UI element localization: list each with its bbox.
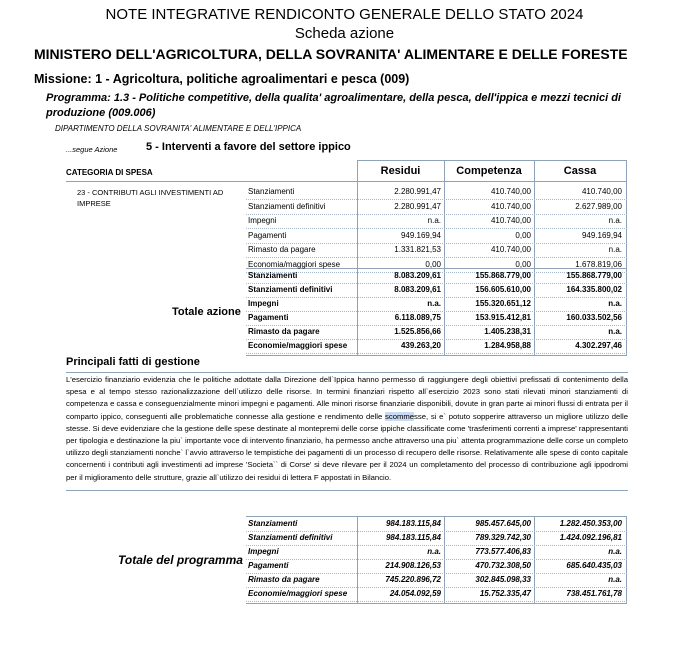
fatti-top-rule [66, 372, 628, 373]
cell-competenza: 302.845.098,33 [475, 575, 531, 584]
cell-competenza: 410.740,00 [490, 187, 531, 196]
row-divider [246, 601, 627, 603]
cell-competenza: 0,00 [515, 230, 531, 240]
category-label: 23 - CONTRIBUTI AGLI INVESTIMENTI AD IMPRESE [77, 188, 224, 208]
programma-heading: Programma: 1.3 - Politiche competitive, della qualita' agroalimentare, della pesca, dell'ippica e mezzi tecnici di produzione (009.006) [46, 92, 621, 119]
cell-competenza: 985.457.645,00 [475, 519, 531, 528]
programma-bottom-rule [246, 603, 627, 604]
header-top-rule [357, 160, 627, 161]
row-label: Stanziamenti [248, 187, 295, 196]
cell-competenza: 0,00 [515, 259, 531, 269]
cell-residui: 8.083.209,61 [394, 285, 441, 294]
cell-residui: n.a. [427, 299, 441, 308]
cell-residui: 1.331.821,53 [394, 245, 441, 254]
cell-cassa: 155.868.779,00 [566, 271, 622, 280]
cell-competenza: 410.740,00 [490, 245, 531, 254]
cell-residui: 0,00 [425, 259, 441, 269]
column-header-competenza: Competenza [456, 165, 522, 177]
cell-cassa: 2.627.989,00 [575, 201, 622, 211]
fatti-text-after: sse, si e` potuto sopperire attraverso un migliore utilizzo delle stesse. Si deve evidenziare che la gestione delle spese destinate al montepremi delle corse ippiche classificate come 'trasferimenti correnti a imprese' rappresentanti per tipologia e destinazione la piu` importante voce di intervento finanziario, ha permesso anche attraverso una piu` attenta programmazione delle corse un completo utilizzo degli stanziamenti nonche` l`avvio attraverso le tempistiche dei pagamenti di un processo di recupero delle risorse. Relativamente alle spese di conto capitale concernenti i contributi agli investimenti ad imprese 'Societa`` di Corse' si deve rilevare per il 2024 un completamento del processo di contribuzione agli ippodromi per il miglioramento delle strutture, grazie all`utilizzo dei residui di lettera F appostati in Bilancio. [66, 411, 628, 482]
cell-competenza: 153.915.412,81 [475, 313, 531, 322]
cell-residui: 2.280.991,47 [394, 187, 441, 196]
cell-cassa: 164.335.800,02 [566, 285, 622, 294]
segue-azione-label: ...segue Azione [66, 145, 118, 154]
row-label: Impegni [248, 299, 279, 308]
cell-residui: 984.183.115,84 [385, 533, 441, 542]
header-rule [66, 181, 627, 182]
cell-cassa: n.a. [608, 547, 622, 556]
cell-competenza: 1.284.958,88 [484, 341, 531, 350]
fatti-di-gestione-text [66, 374, 628, 484]
column-header-residui: Residui [380, 165, 421, 177]
cell-residui: 2.280.991,47 [394, 201, 441, 211]
document-subtitle: Scheda azione [294, 25, 395, 42]
row-label: Impegni [248, 216, 277, 225]
cell-cassa: 4.302.297,46 [575, 341, 622, 350]
cell-residui: 949.169,94 [400, 230, 441, 240]
column-header-cassa: Cassa [563, 165, 597, 177]
row-label: Pagamenti [248, 561, 289, 570]
totale-programma-label: Totale del programma [118, 553, 243, 567]
cell-competenza: 156.605.610,00 [475, 285, 531, 294]
cell-competenza: 155.868.779,00 [475, 271, 531, 280]
cell-cassa: 685.640.435,03 [566, 561, 622, 570]
cell-residui: 1.525.856,66 [394, 327, 441, 336]
category-header: CATEGORIA DI SPESA [66, 168, 153, 177]
cell-cassa: n.a. [608, 575, 622, 584]
row-label: Rimasto da pagare [248, 245, 316, 254]
cell-cassa: 738.451.761,78 [566, 589, 622, 598]
fatti-di-gestione-title: Principali fatti di gestione [66, 356, 200, 368]
row-divider [246, 353, 627, 355]
row-label: Economie/maggiori spese [248, 589, 348, 598]
cell-cassa: n.a. [608, 216, 622, 225]
cell-residui: 8.083.209,61 [394, 271, 441, 280]
dipartimento-label: DIPARTIMENTO DELLA SOVRANITA' ALIMENTARE E DELL'IPPICA [55, 124, 302, 133]
row-label: Rimasto da pagare [248, 575, 320, 584]
fatti-text-before: L'esercizio finanziario evidenzia che le politiche adottate dalla Direzione dell`Ippica hanno permesso di raggiungere degli obiettivi prefissati di contenimento della spesa e al tempo stesso razionalizzazione dell`utilizzo delle risorse. In termini finanziari rispetto all`esercizio 2023 sono stati rilevati minori stanziamenti di competenza e cassa e conseguenzialmente minori impegni e pagamenti. Alle minori risorse finanziarie disponibili, dovute in gran parte ai minori flussi di entrata per il comparto ippico, conseguenti alle problematiche connesse alla gestione e rendimento delle [66, 375, 628, 421]
row-label: Stanziamenti definitivi [248, 533, 333, 542]
row-label: Rimasto da pagare [248, 327, 320, 336]
cell-competenza: 1.405.238,31 [484, 327, 531, 336]
row-label: Stanziamenti definitivi [248, 285, 333, 294]
cell-competenza: 470.732.308,50 [475, 561, 531, 570]
cell-competenza: 410.740,00 [490, 216, 531, 225]
row-label: Pagamenti [248, 230, 287, 240]
cell-cassa: 1.282.450.353,00 [559, 519, 622, 528]
row-label: Stanziamenti [248, 271, 298, 280]
cell-residui: 6.118.089,75 [394, 313, 441, 322]
missione-heading: Missione: 1 - Agricoltura, politiche agroalimentari e pesca (009) [34, 72, 410, 86]
selected-text-highlight[interactable]: scomme [385, 411, 415, 421]
cell-residui: n.a. [427, 547, 441, 556]
row-label: Stanziamenti definitivi [248, 201, 326, 211]
cell-residui: n.a. [427, 216, 441, 225]
cell-residui: 984.183.115,84 [385, 519, 441, 528]
totale-azione-label: Totale azione [172, 306, 241, 318]
cell-residui: 439.263,20 [400, 341, 441, 350]
cell-cassa: 410.740,00 [581, 187, 622, 196]
cell-cassa: n.a. [608, 299, 622, 308]
cell-cassa: n.a. [608, 327, 622, 336]
cell-competenza: 773.577.406,83 [475, 547, 531, 556]
cell-cassa: n.a. [608, 245, 622, 254]
cell-competenza: 15.752.335,47 [479, 589, 531, 598]
cell-residui: 24.054.092,59 [389, 589, 441, 598]
cell-residui: 745.220.896,72 [385, 575, 441, 584]
cell-cassa: 1.424.092.196,81 [559, 533, 622, 542]
row-label: Pagamenti [248, 313, 289, 322]
cell-cassa: 1.678.819,06 [575, 259, 622, 269]
cell-residui: 214.908.126,53 [385, 561, 441, 570]
row-label: Impegni [248, 547, 279, 556]
azione-title: 5 - Interventi a favore del settore ippico [146, 141, 351, 153]
row-label: Stanziamenti [248, 519, 298, 528]
cell-cassa: 160.033.502,56 [566, 313, 622, 322]
cell-cassa: 949.169,94 [581, 230, 622, 240]
cell-competenza: 410.740,00 [490, 201, 531, 211]
cell-competenza: 155.320.651,12 [475, 299, 531, 308]
ministry-name: MINISTERO DELL'AGRICOLTURA, DELLA SOVRANITA' ALIMENTARE E DELLE FORESTE [34, 46, 628, 62]
row-label: Economia/maggiori spese [248, 259, 341, 269]
programma-top-rule [246, 516, 627, 517]
document-title: NOTE INTEGRATIVE RENDICONTO GENERALE DELLO STATO 2024 [105, 6, 584, 23]
fatti-bottom-rule [66, 490, 628, 491]
table-bottom-rule [246, 355, 627, 356]
row-label: Economie/maggiori spese [248, 341, 348, 350]
cell-competenza: 789.329.742,30 [475, 533, 531, 542]
